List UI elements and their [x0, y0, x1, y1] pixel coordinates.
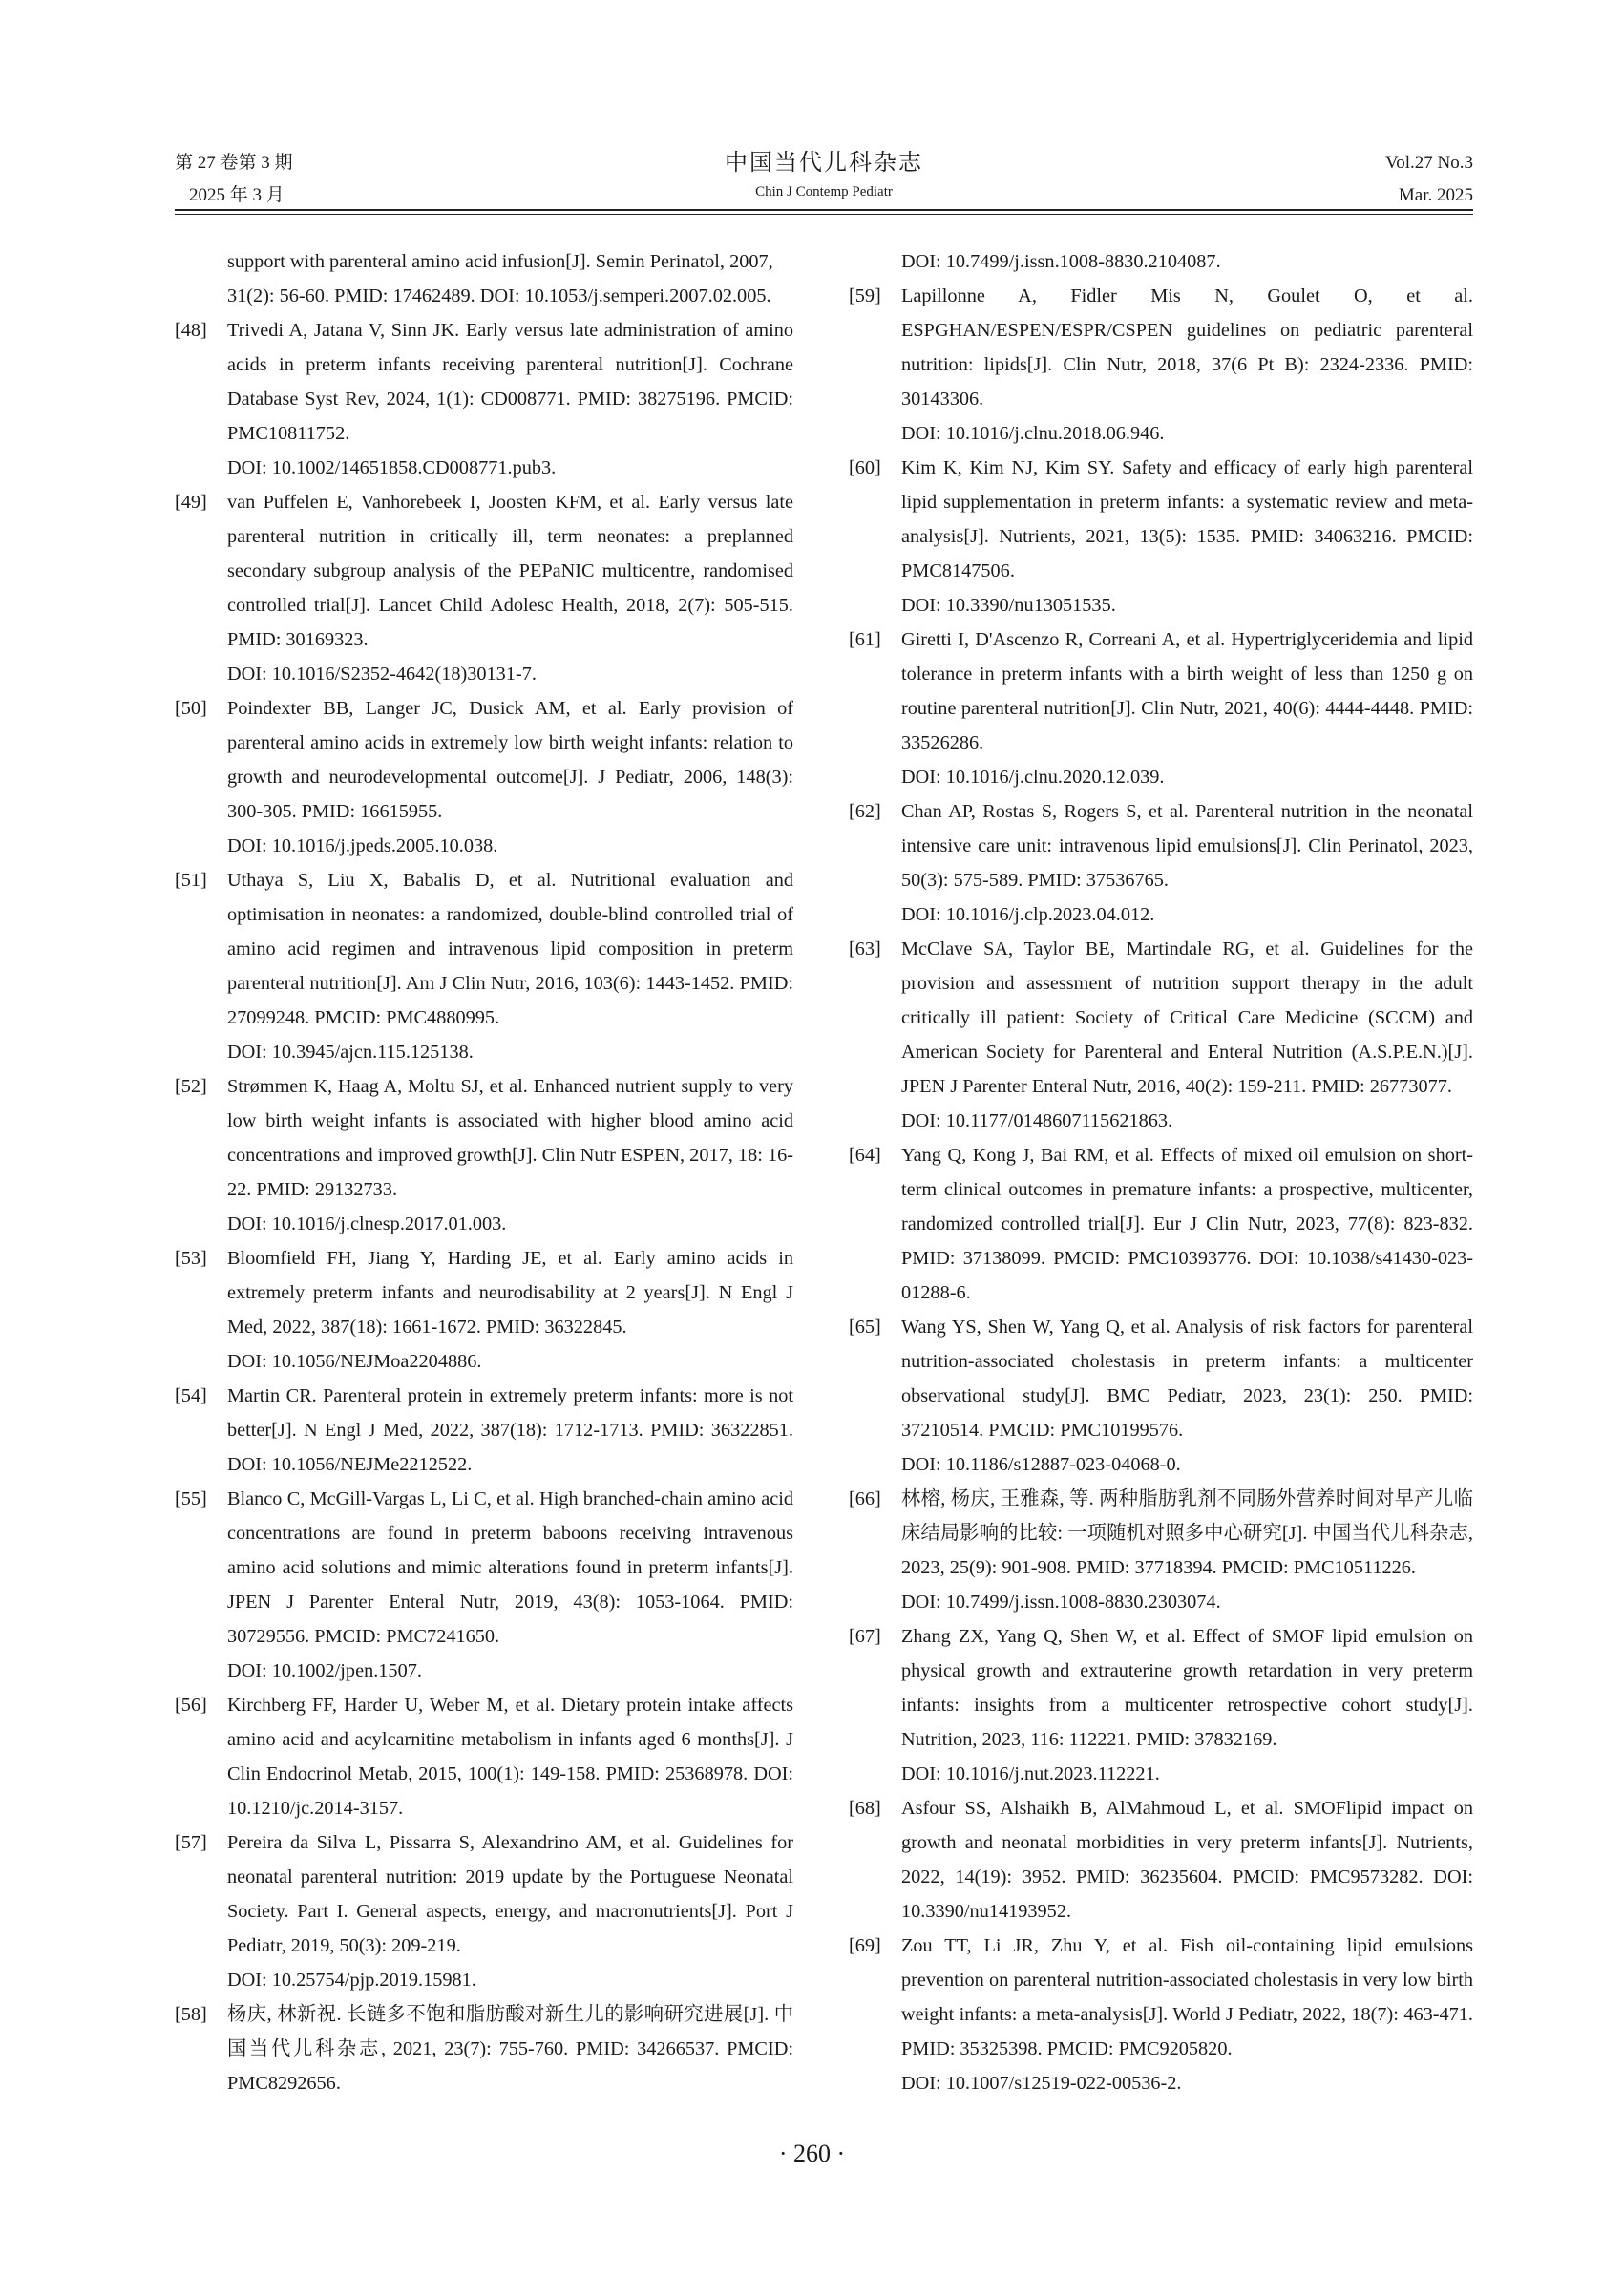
reference-doi: DOI: 10.1016/j.clnu.2020.12.039.: [901, 767, 1165, 788]
reference-item: [175, 1482, 793, 1688]
reference-text: Kim K, Kim NJ, Kim SY. Safety and efficacy of early high parenteral lipid supplementation in preterm infants: a systematic review and meta-analysis[J]. Nutrients, 2021, 13(5): 1535. PMID: 34063216. PMCID: PMC8147506.: [901, 457, 1473, 581]
reference-doi: DOI: 10.1002/14651858.CD008771.pub3.: [227, 457, 557, 478]
reference-item: [175, 485, 793, 691]
reference-number: [69]: [849, 1935, 881, 1956]
reference-number: [48]: [175, 320, 207, 341]
reference-number: [52]: [175, 1076, 207, 1097]
reference-number: [67]: [849, 1626, 881, 1647]
reference-text: Strømmen K, Haag A, Moltu SJ, et al. Enhanced nutrient supply to very low birth weight infants is associated with higher blood amino acid concentrations and improved growth[J]. Clin Nutr ESPEN, 2017, 18: 16-22. PMID: 29132733.: [227, 1076, 793, 1200]
reference-text: Blanco C, McGill-Vargas L, Li C, et al. High branched-chain amino acid concentrations are found in preterm baboons receiving intravenous amino acid solutions and mimic alterations found in preterm infants[J]. JPEN J Parenter Enteral Nutr, 2019, 43(8): 1053-1064. PMID: 30729556. PMCID: PMC7241650.: [227, 1488, 793, 1647]
reference-text: Bloomfield FH, Jiang Y, Harding JE, et al. Early amino acids in extremely preterm infants and neurodisability at 2 years[J]. N Engl J Med, 2022, 387(18): 1661-1672. PMID: 36322845.: [227, 1248, 793, 1338]
reference-item: [849, 932, 1473, 1138]
reference-number: [63]: [849, 939, 881, 960]
reference-number: [58]: [175, 2004, 207, 2025]
page-header: [175, 141, 1473, 208]
journal-title-en: Chin J Contemp Pediatr: [755, 184, 893, 200]
reference-number: [65]: [849, 1317, 881, 1338]
reference-item: [175, 691, 793, 863]
reference-item: [849, 279, 1473, 451]
reference-text: Lapillonne A, Fidler Mis N, Goulet O, et al. ESPGHAN/ESPEN/ESPR/CSPEN guidelines on pediatric parenteral nutrition: lipids[J]. Clin Nutr, 2018, 37(6 Pt B): 2324-2336. PMID: 30143306.: [901, 285, 1473, 410]
reference-doi: DOI: 10.1056/NEJMoa2204886.: [227, 1351, 482, 1372]
reference-number: [57]: [175, 1832, 207, 1853]
reference-item: [175, 313, 793, 485]
reference-text: Chan AP, Rostas S, Rogers S, et al. Parenteral nutrition in the neonatal intensive care unit: intravenous lipid emulsions[J]. Clin Perinatol, 2023, 50(3): 575-589. PMID: 37536765.: [901, 801, 1473, 891]
reference-doi: DOI: 10.1053/j.semperi.2007.02.005.: [479, 285, 771, 306]
reference-text: Uthaya S, Liu X, Babalis D, et al. Nutritional evaluation and optimisation in neonates: a randomized, double-blind controlled trial of amino acid regimen and intravenous lipid composition in preterm parenteral nutrition[J]. Am J Clin Nutr, 2016, 103(6): 1443-1452. PMID: 27099248. PMCID: PMC4880995.: [227, 870, 793, 1028]
reference-text: Wang YS, Shen W, Yang Q, et al. Analysis of risk factors for parenteral nutrition-associated cholestasis in preterm infants: a multicenter observational study[J]. BMC Pediatr, 2023, 23(1): 250. PMID: 37210514. PMCID: PMC10199576.: [901, 1317, 1473, 1441]
reference-doi: DOI: 10.3945/ajcn.115.125138.: [227, 1042, 474, 1063]
reference-doi: DOI: 10.7499/j.issn.1008-8830.2303074.: [901, 1592, 1221, 1613]
reference-doi: DOI: 10.1002/jpen.1507.: [227, 1660, 422, 1681]
header-date-en: Mar. 2025: [1398, 185, 1473, 205]
reference-doi: DOI: 10.1177/0148607115621863.: [901, 1110, 1173, 1131]
reference-doi: DOI: 10.1016/S2352-4642(18)30131-7.: [227, 664, 537, 685]
reference-doi: DOI: 10.1016/j.clnesp.2017.01.003.: [227, 1213, 507, 1234]
reference-doi: DOI: 10.7499/j.issn.1008-8830.2104087.: [901, 251, 1221, 272]
reference-number: [61]: [849, 629, 881, 650]
journal-title-cn: 中国当代儿科杂志: [725, 151, 923, 176]
reference-text: Yang Q, Kong J, Bai RM, et al. Effects of mixed oil emulsion on short-term clinical outcomes in premature infants: a prospective, multicenter, randomized controlled trial[J]. Eur J Clin Nutr, 2023, 77(8): 823-832. PMID: 37138099. PMCID: PMC10393776. DOI: 10.1038/s41430-023-01288-6.: [901, 1145, 1473, 1303]
reference-text: Kirchberg FF, Harder U, Weber M, et al. Dietary protein intake affects amino acid and acylcarnitine metabolism in infants aged 6 months[J]. J Clin Endocrinol Metab, 2015, 100(1): 149-158. PMID: 25368978. DOI: 10.1210/jc.2014-3157.: [227, 1695, 793, 1819]
reference-item: [175, 1379, 793, 1482]
reference-doi: DOI: 10.1016/j.clnu.2018.06.946.: [901, 423, 1165, 444]
reference-continuation: [849, 244, 1473, 279]
reference-item: [175, 863, 793, 1069]
reference-doi: DOI: 10.1186/s12887-023-04068-0.: [901, 1454, 1181, 1475]
reference-item: [849, 451, 1473, 622]
reference-text: Pereira da Silva L, Pissarra S, Alexandrino AM, et al. Guidelines for neonatal parenteral nutrition: 2019 update by the Portuguese Neonatal Society. Part I. General aspects, energy, and macronutrients[J]. Port J Pediatr, 2019, 50(3): 209-219.: [227, 1832, 793, 1956]
reference-number: [53]: [175, 1248, 207, 1269]
reference-text: Trivedi A, Jatana V, Sinn JK. Early versus late administration of amino acids in preterm infants receiving parenteral nutrition[J]. Cochrane Database Syst Rev, 2024, 1(1): CD008771. PMID: 38275196. PMCID: PMC10811752.: [227, 320, 793, 444]
page-number: · 260 ·: [778, 2140, 846, 2167]
reference-text: 林榕, 杨庆, 王雅森, 等. 两种脂肪乳剂不同肠外营养时间对早产儿临床结局影响的比较: 一项随机对照多中心研究[J]. 中国当代儿科杂志, 2023, 25(9): 901-908. PMID: 37718394. PMCID: PMC10511226.: [901, 1488, 1473, 1578]
reference-text: Zhang ZX, Yang Q, Shen W, et al. Effect of SMOF lipid emulsion on physical growth and extrauterine growth retardation in very preterm infants: insights from a multicenter retrospective cohort study[J]. Nutrition, 2023, 116: 112221. PMID: 37832169.: [901, 1626, 1473, 1750]
references-column-right: [849, 244, 1473, 2100]
reference-item: [849, 1310, 1473, 1482]
reference-item: [849, 1138, 1473, 1310]
reference-item: [849, 1929, 1473, 2100]
reference-number: [49]: [175, 492, 207, 513]
reference-text: 杨庆, 林新祝. 长链多不饱和脂肪酸对新生儿的影响研究进展[J]. 中国当代儿科杂志, 2021, 23(7): 755-760. PMID: 34266537. PMCID: PMC8292656.: [227, 2004, 793, 2094]
reference-number: [59]: [849, 285, 881, 306]
reference-text: Poindexter BB, Langer JC, Dusick AM, et al. Early provision of parenteral amino acids in extremely low birth weight infants: relation to growth and neurodevelopmental outcome[J]. J Pediatr, 2006, 148(3): 300-305. PMID: 16615955.: [227, 698, 793, 822]
header-volume-en: [1385, 147, 1473, 212]
reference-item: [175, 1825, 793, 1997]
reference-item: [849, 1482, 1473, 1619]
header-volume-cn: 第 27 卷第 3 期: [175, 153, 293, 173]
reference-number: [66]: [849, 1488, 881, 1509]
header-rule-thick: [175, 209, 1473, 211]
reference-text: Zou TT, Li JR, Zhu Y, et al. Fish oil-containing lipid emulsions prevention on parenteral nutrition-associated cholestasis in very low birth weight infants: a meta-analysis[J]. World J Pediatr, 2022, 18(7): 463-471. PMID: 35325398. PMCID: PMC9205820.: [901, 1935, 1473, 2059]
reference-number: [51]: [175, 870, 207, 891]
reference-doi: DOI: 10.1016/j.jpeds.2005.10.038.: [227, 835, 498, 856]
reference-doi: DOI: 10.3390/nu13051535.: [901, 595, 1116, 616]
reference-item: [849, 794, 1473, 932]
reference-number: [64]: [849, 1145, 881, 1166]
reference-text: support with parenteral amino acid infusion[J]. Semin Perinatol, 2007, 31(2): 56-60. PMID: 17462489.: [227, 251, 773, 306]
reference-number: [54]: [175, 1385, 207, 1406]
reference-number: [50]: [175, 698, 207, 719]
header-journal: [175, 147, 1473, 204]
header-rule-thin: [175, 214, 1473, 215]
reference-item: [175, 1241, 793, 1379]
reference-text: Giretti I, D'Ascenzo R, Correani A, et al. Hypertriglyceridemia and lipid tolerance in preterm infants with a birth weight of less than 1250 g on routine parenteral nutrition[J]. Clin Nutr, 2021, 40(6): 4444-4448. PMID: 33526286.: [901, 629, 1473, 753]
reference-text: Martin CR. Parenteral protein in extremely preterm infants: more is not better[J]. N Engl J Med, 2022, 387(18): 1712-1713. PMID: 36322851. DOI: 10.1056/NEJMe2212522.: [227, 1385, 793, 1475]
reference-number: [55]: [175, 1488, 207, 1509]
reference-continuation: [175, 244, 793, 313]
reference-item: [849, 1619, 1473, 1791]
header-volume-number: Vol.27 No.3: [1384, 153, 1473, 173]
reference-item: [849, 1791, 1473, 1929]
reference-doi: DOI: 10.25754/pjp.2019.15981.: [227, 1970, 476, 1991]
reference-number: [62]: [849, 801, 881, 822]
reference-doi: DOI: 10.1016/j.nut.2023.112221.: [901, 1763, 1160, 1784]
reference-doi: DOI: 10.1007/s12519-022-00536-2.: [901, 2073, 1182, 2094]
reference-item: [175, 1997, 793, 2100]
reference-item: [175, 1069, 793, 1241]
header-date-cn: 2025 年 3 月: [189, 185, 285, 205]
references-column-left: [175, 244, 793, 2100]
reference-number: [56]: [175, 1695, 207, 1716]
reference-number: [60]: [849, 457, 881, 478]
reference-doi: DOI: 10.1016/j.clp.2023.04.012.: [901, 904, 1155, 925]
reference-item: [175, 1688, 793, 1825]
reference-text: Asfour SS, Alshaikh B, AlMahmoud L, et al. SMOFlipid impact on growth and neonatal morbidities in very preterm infants[J]. Nutrients, 2022, 14(19): 3952. PMID: 36235604. PMCID: PMC9573282. DOI: 10.3390/nu14193952.: [901, 1798, 1473, 1922]
reference-item: [849, 622, 1473, 794]
reference-number: [68]: [849, 1798, 881, 1819]
reference-text: van Puffelen E, Vanhorebeek I, Joosten KFM, et al. Early versus late parenteral nutrition in critically ill, term neonates: a preplanned secondary subgroup analysis of the PEPaNIC multicentre, randomised controlled trial[J]. Lancet Child Adolesc Health, 2018, 2(7): 505-515. PMID: 30169323.: [227, 492, 793, 650]
reference-text: McClave SA, Taylor BE, Martindale RG, et al. Guidelines for the provision and assessment of nutrition support therapy in the adult critically ill patient: Society of Critical Care Medicine (SCCM) and American Society for Parenteral and Enteral Nutrition (A.S.P.E.N.)[J]. JPEN J Parenter Enteral Nutr, 2016, 40(2): 159-211. PMID: 26773077.: [901, 939, 1473, 1097]
